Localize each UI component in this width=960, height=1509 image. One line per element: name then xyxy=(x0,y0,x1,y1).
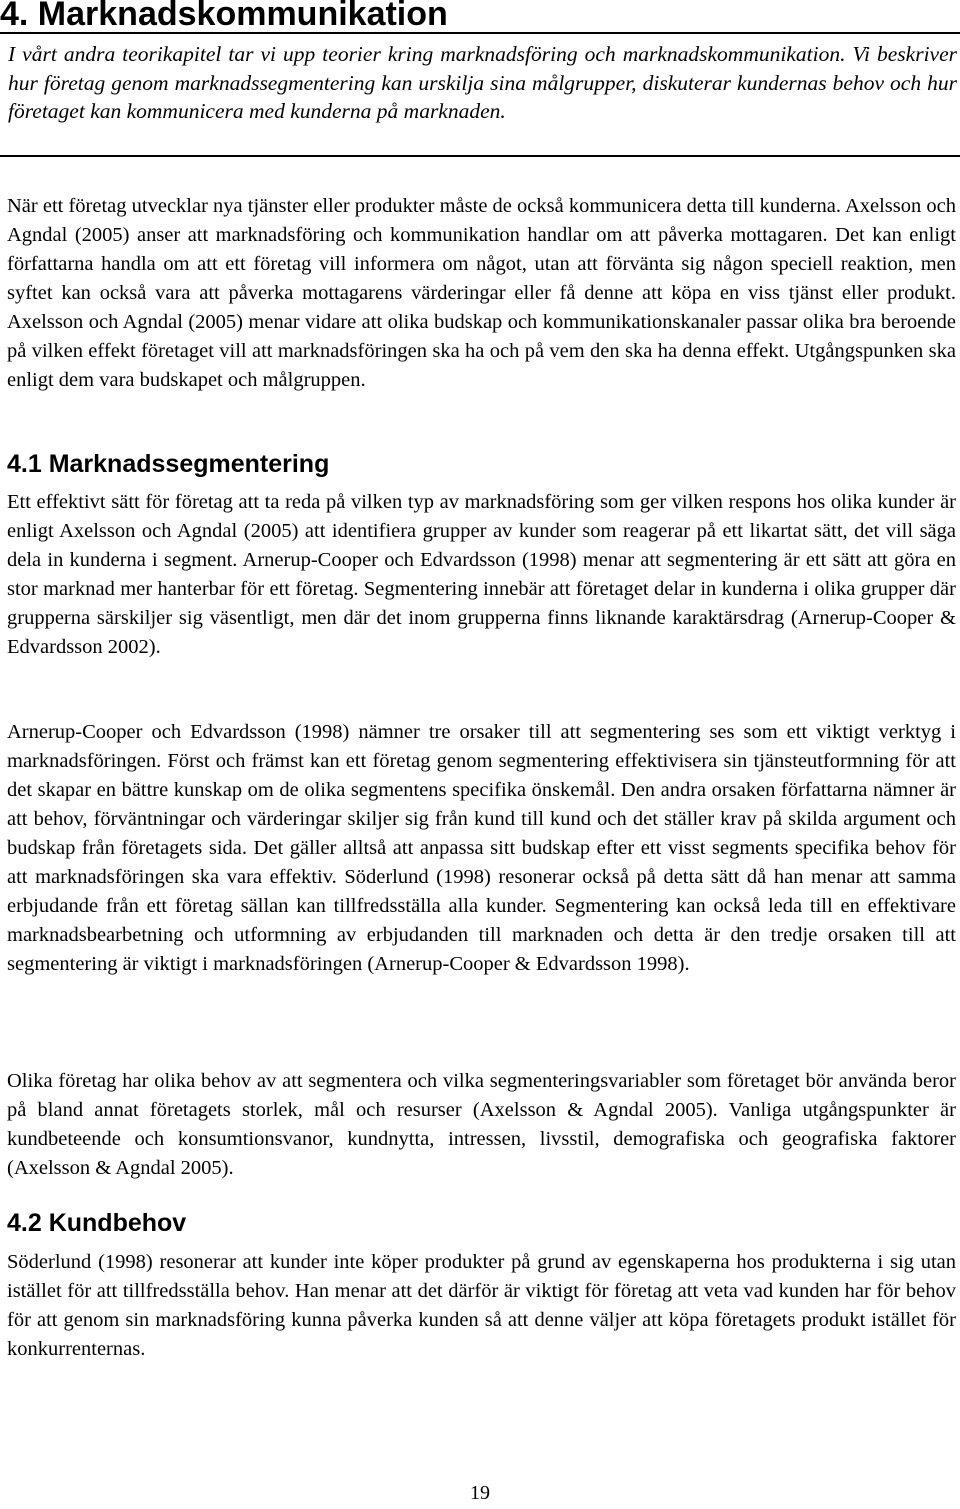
section-heading-kundbehov: 4.2 Kundbehov xyxy=(7,1209,187,1237)
section-heading-marknadssegmentering: 4.1 Marknadssegmentering xyxy=(7,450,330,478)
body-paragraph: När ett företag utvecklar nya tjänster eller produkter måste de också kommunicera detta till kunderna. Axelsson och Agndal (2005) anser att marknadsföring och kommunikation handlar om att påverka mottagaren. Det kan enligt författarna handla om att ett företag vill informera om något, utan att förvänta sig någon speciell reaktion, men syftet kan också vara att påverka mottagarens värderingar eller få denne att köpa en viss tjänst eller produkt. Axelsson och Agndal (2005) menar vidare att olika budskap och kommunikationskanaler passar olika bra beroende på vilken effekt företaget vill att marknadsföringen ska ha och på vem den ska ha denna effekt. Utgångspunken ska enligt dem vara budskapet och målgruppen. xyxy=(7,195,956,391)
chapter-intro-box xyxy=(0,32,960,157)
section-paragraph: Söderlund (1998) resonerar att kunder inte köper produkter på grund av egenskaperna hos produkterna i sig utan istället för att tillfredsställa behov. Han menar att det därför är viktigt för företag att veta vad kunden har för behov för att genom sin marknadsföring kunna påverka kunden så att denne väljer att köpa företagets produkt istället för konkurrenternas. xyxy=(7,1251,956,1360)
chapter-intro: I vårt andra teorikapitel tar vi upp teorier kring marknadsföring och marknadskommunikation. Vi beskriver hur företag genom marknadssegmentering kan urskilja sina målgrupper, diskuterar kundernas behov och hur företaget kan kommunicera med kunderna på marknaden. xyxy=(8,42,957,123)
section-paragraph: Arnerup-Cooper och Edvardsson (1998) nämner tre orsaker till att segmentering ses som ett viktigt verktyg i marknadsföringen. Först och främst kan ett företag genom segmentering effektivisera sin tjänsteutformning för att det skapar en bättre kunskap om de olika segmentens specifika önskemål. Den andra orsaken författarna nämner är att behov, förväntningar och värderingar skiljer sig från kund till kund och det ställer krav på skilda argument och budskap från företagets sida. Det gäller alltså att anpassa sitt budskap efter ett visst segments specifika behov för att marknadsföringen ska vara effektiv. Söderlund (1998) resonerar också på detta sätt då han menar att samma erbjudande från ett företag sällan kan tillfredsställa alla kunder. Segmentering kan också leda till en effektivare marknadsbearbetning och utformning av erbjudanden till marknaden och detta är den tredje orsaken till att segmentering är viktigt i marknadsföringen (Arnerup-Cooper & Edvardsson 1998). xyxy=(7,721,956,975)
section-paragraph: Ett effektivt sätt för företag att ta reda på vilken typ av marknadsföring som ger vilken respons hos olika kunder är enligt Axelsson och Agndal (2005) att identifiera grupper av kunder som reagerar på ett likartat sätt, det vill säga dela in kunderna i segment. Arnerup-Cooper och Edvardsson (1998) menar att segmentering är ett sätt att göra en stor marknad mer hanterbar för ett företag. Segmentering innebär att företaget delar in kunderna i olika grupper där grupperna särskiljer sig väsentligt, men där det inom grupperna finns liknande karaktärsdrag (Arnerup-Cooper & Edvardsson 2002). xyxy=(7,491,956,658)
section-paragraph: Olika företag har olika behov av att segmentera och vilka segmenteringsvariabler som företaget bör använda beror på bland annat företagets storlek, mål och resurser (Axelsson & Agndal 2005). Vanliga utgångspunkter är kundbeteende och konsumtionsvanor, kundnytta, intressen, livsstil, demografiska och geografiska faktorer (Axelsson & Agndal 2005). xyxy=(7,1070,956,1179)
chapter-title: 4. Marknadskommunikation xyxy=(0,0,448,33)
page-number: 19 xyxy=(470,1482,490,1504)
